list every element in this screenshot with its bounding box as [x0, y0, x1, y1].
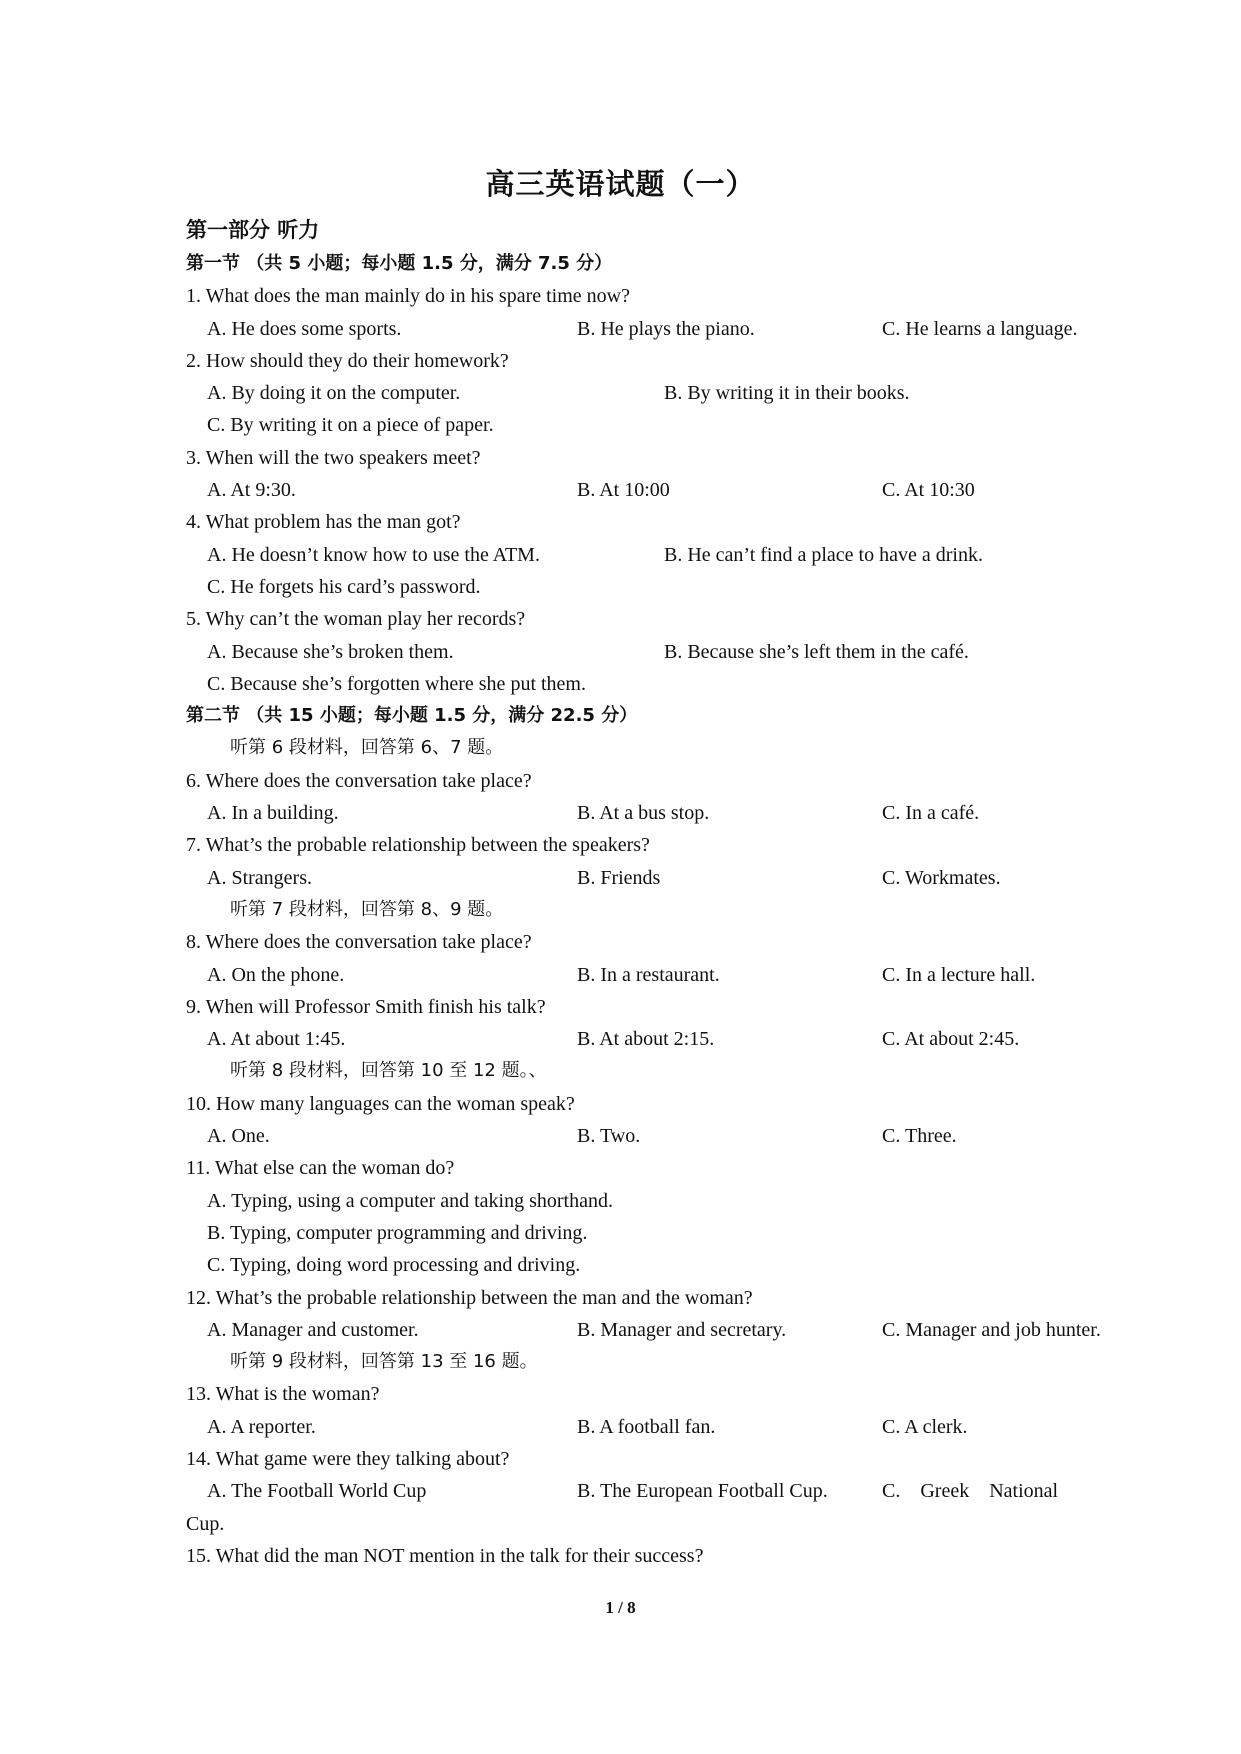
- option-c: C. Three.: [882, 1125, 957, 1148]
- option-a: A. Manager and customer.: [207, 1318, 419, 1341]
- option-c: C. Manager and job hunter.: [882, 1318, 1101, 1341]
- options-row: [186, 862, 1086, 894]
- option-b: B. Because she’s left them in the café.: [664, 640, 969, 663]
- option-c: C. A clerk.: [882, 1415, 968, 1438]
- listening-note: 听第 6 段材料，回答第 6、7 题。: [230, 737, 504, 759]
- options-row: [186, 797, 1086, 829]
- page-number: 1 / 8: [605, 1598, 636, 1617]
- question: 3. When will the two speakers meet?: [186, 446, 481, 469]
- option-b: B. By writing it in their books.: [664, 382, 910, 405]
- option-b: B. The European Football Cup.: [577, 1480, 828, 1503]
- question: 1. What does the man mainly do in his spare time now?: [186, 285, 630, 308]
- option-a: A. He does some sports.: [207, 317, 402, 340]
- option-c: C. Workmates.: [882, 866, 1001, 889]
- options-row: [186, 636, 1086, 668]
- question: 8. Where does the conversation take place?: [186, 931, 532, 954]
- option-c: C. He learns a language.: [882, 317, 1078, 340]
- options-row: [186, 571, 1086, 603]
- question: 11. What else can the woman do?: [186, 1157, 455, 1180]
- section-heading: 第一节 （共 5 小题；每小题 1.5 分，满分 7.5 分）: [186, 253, 613, 274]
- option-b: B. Typing, computer programming and driving.: [207, 1221, 588, 1244]
- option-b: B. Two.: [577, 1125, 641, 1148]
- options-row: [186, 313, 1086, 345]
- question: 15. What did the man NOT mention in the talk for their success?: [186, 1544, 704, 1567]
- page-title: 高三英语试题（一）: [485, 167, 756, 201]
- question: 12. What’s the probable relationship between the man and the woman?: [186, 1286, 753, 1309]
- question: 7. What’s the probable relationship between the speakers?: [186, 834, 650, 857]
- question: 10. How many languages can the woman speak?: [186, 1092, 575, 1115]
- option-b: B. He can’t find a place to have a drink.: [664, 543, 983, 566]
- option-a: A. By doing it on the computer.: [207, 382, 461, 405]
- option-c: C. At 10:30: [882, 479, 975, 502]
- content: [186, 212, 1101, 1572]
- options-row: [186, 1023, 1086, 1055]
- option-b: B. At 10:00: [577, 479, 670, 502]
- option-c: C. Typing, doing word processing and driving.: [207, 1254, 581, 1277]
- option-c: C. In a café.: [882, 802, 980, 825]
- option-a: A. On the phone.: [207, 963, 345, 986]
- option-a: A. At about 1:45.: [207, 1028, 346, 1051]
- section-heading: 第二节 （共 15 小题；每小题 1.5 分，满分 22.5 分）: [186, 705, 638, 727]
- question: 9. When will Professor Smith finish his talk?: [186, 995, 546, 1018]
- option-b: B. Friends: [577, 866, 661, 889]
- options-row: [186, 1185, 1086, 1217]
- options-row: [186, 1475, 1086, 1507]
- options-row: [186, 539, 1086, 571]
- option-c-continuation: Cup.: [186, 1512, 225, 1535]
- option-c: C. By writing it on a piece of paper.: [207, 414, 494, 437]
- option-b: B. Manager and secretary.: [577, 1318, 787, 1341]
- option-c: C. In a lecture hall.: [882, 963, 1036, 986]
- listening-note: 听第 8 段材料，回答第 10 至 12 题。、: [230, 1060, 547, 1082]
- options-row: [186, 1314, 1101, 1346]
- question: 5. Why can’t the woman play her records?: [186, 608, 526, 631]
- question: 6. Where does the conversation take place?: [186, 769, 532, 792]
- options-row: [186, 1249, 1086, 1281]
- question: 13. What is the woman?: [186, 1383, 380, 1406]
- option-a: A. He doesn’t know how to use the ATM.: [207, 543, 540, 566]
- options-row: [186, 409, 1086, 441]
- option-c: C. Greek National: [882, 1480, 1059, 1503]
- options-row: [186, 1411, 1086, 1443]
- options-row: [186, 377, 1086, 409]
- listening-note: 听第 7 段材料，回答第 8、9 题。: [230, 898, 504, 920]
- option-b: B. He plays the piano.: [577, 317, 755, 340]
- part-heading: 第一部分 听力: [186, 218, 320, 242]
- option-a: A. Strangers.: [207, 866, 312, 889]
- option-a: A. A reporter.: [207, 1415, 316, 1438]
- options-row: [186, 1217, 1086, 1249]
- option-c: C. He forgets his card’s password.: [207, 575, 481, 598]
- option-b: B. At about 2:15.: [577, 1028, 715, 1051]
- option-b: B. A football fan.: [577, 1415, 716, 1438]
- option-a: A. In a building.: [207, 802, 339, 825]
- option-a: A. Typing, using a computer and taking shorthand.: [207, 1189, 613, 1212]
- options-row: [186, 668, 1086, 700]
- options-row: [186, 474, 1086, 506]
- option-c: C. At about 2:45.: [882, 1028, 1020, 1051]
- option-b: B. At a bus stop.: [577, 802, 710, 825]
- question: 2. How should they do their homework?: [186, 349, 509, 372]
- options-row: [186, 959, 1086, 991]
- option-c: C. Because she’s forgotten where she put them.: [207, 672, 586, 695]
- question: 4. What problem has the man got?: [186, 511, 461, 534]
- question: 14. What game were they talking about?: [186, 1447, 510, 1470]
- option-a: A. Because she’s broken them.: [207, 640, 454, 663]
- option-a: A. The Football World Cup: [207, 1480, 427, 1503]
- listening-note: 听第 9 段材料，回答第 13 至 16 题。: [230, 1351, 538, 1373]
- option-a: A. At 9:30.: [207, 479, 296, 502]
- option-a: A. One.: [207, 1125, 270, 1148]
- options-row: [186, 1120, 1086, 1152]
- option-b: B. In a restaurant.: [577, 963, 720, 986]
